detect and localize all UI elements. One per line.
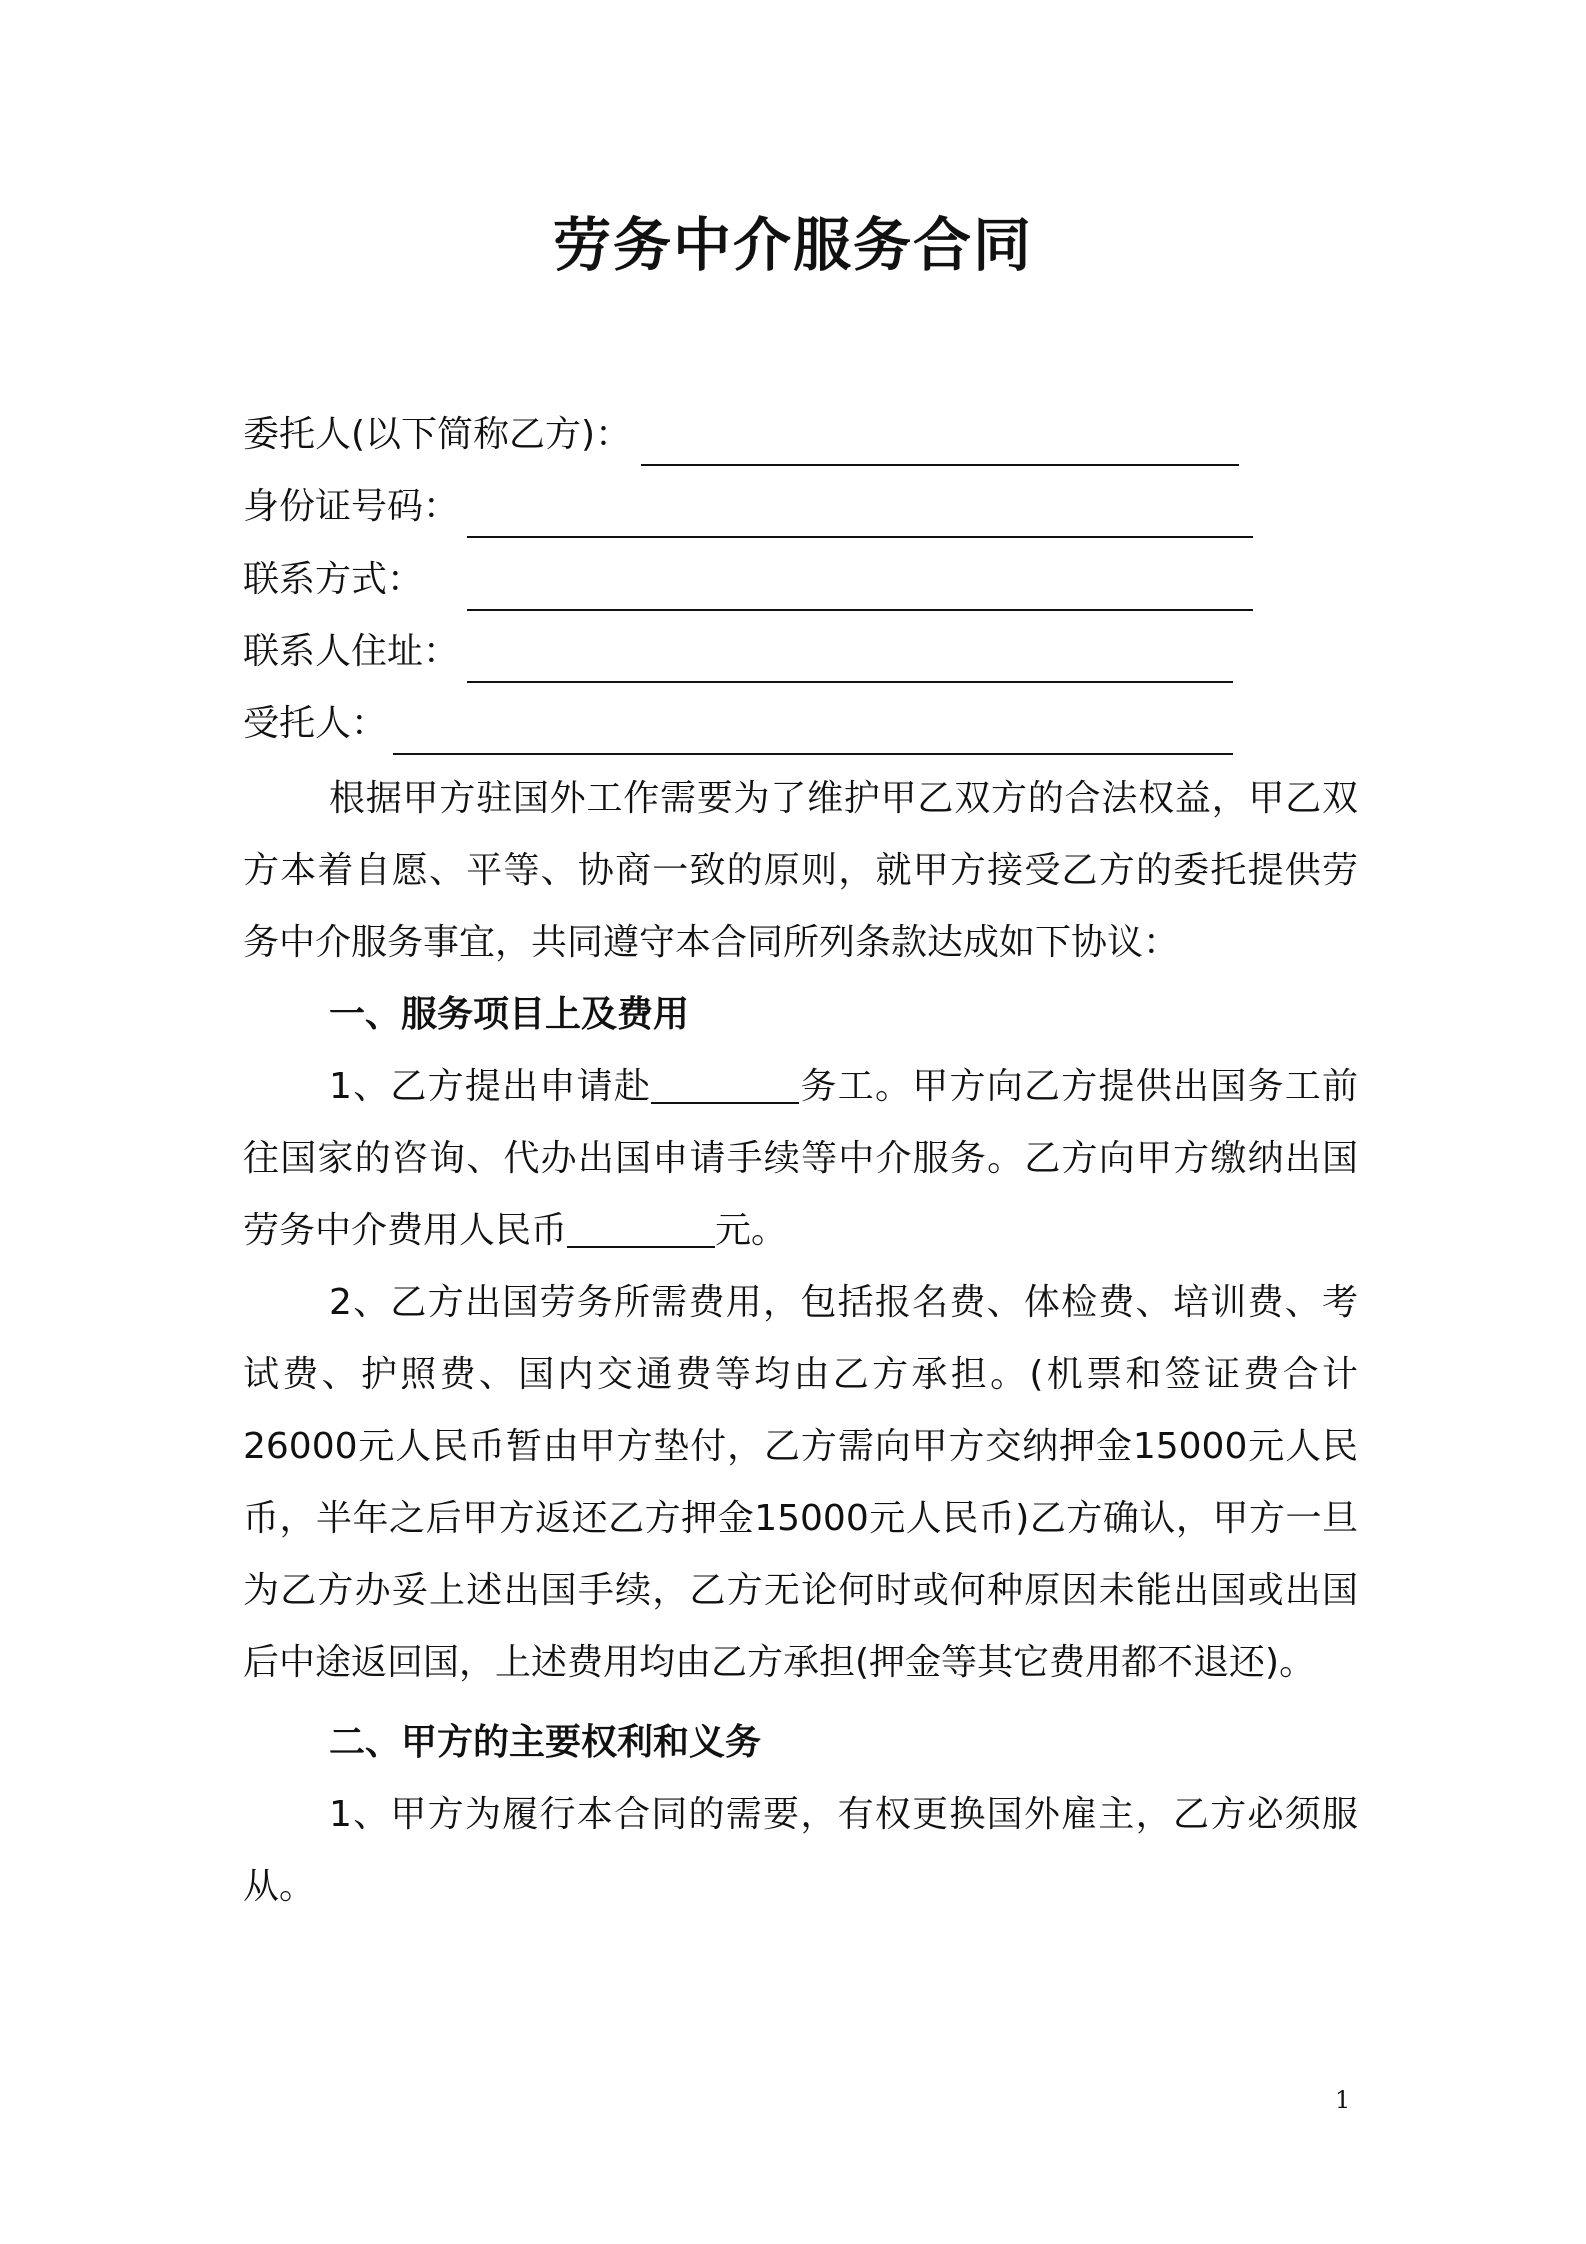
agent-blank[interactable] (393, 753, 1233, 755)
contact-field (243, 555, 1253, 605)
intro-paragraph: 根据甲方驻国外工作需要为了维护甲乙双方的合法权益，甲乙双方本着自愿、平等、协商一致的原则，就甲方接受乙方的委托提供劳务中介服务事宜，共同遵守本合同所列条款达成如下协议： (243, 778, 1358, 963)
fee-amount-blank[interactable] (567, 1206, 715, 1248)
agent-field (243, 699, 1243, 749)
client-blank[interactable] (641, 464, 1239, 466)
address-label: 联系人住址： (243, 631, 460, 672)
page-number: 1 (1335, 2086, 1351, 2114)
address-field (243, 627, 1243, 677)
contact-blank[interactable] (467, 609, 1253, 611)
section2-heading: 二、甲方的主要权利和义务 (329, 1722, 762, 1763)
agent-label: 受托人： (243, 703, 388, 744)
id-number-field (243, 482, 1253, 532)
contract-body (243, 763, 1358, 1923)
section1-clause1 (243, 1051, 1358, 1267)
id-number-blank[interactable] (467, 536, 1253, 538)
section1-clause2: 2、乙方出国劳务所需费用，包括报名费、体检费、培训费、考试费、护照费、国内交通费等均由乙方承担。(机票和签证费合计26000元人民币暂由甲方垫付，乙方需向甲方交纳押金15000元人民币，半年之后甲方返还乙方押金15000元人民币)乙方确认，甲方一旦为乙方办妥上述出国手续，乙方无论何时或何种原因未能出国或出国后中途返回国，上述费用均由乙方承担(押金等其它费用都不退还)。 (243, 1282, 1358, 1683)
section2-clause1: 1、甲方为履行本合同的需要，有权更换国外雇主，乙方必须服从。 (243, 1794, 1358, 1907)
clause1-text-part3: 元。 (715, 1210, 788, 1251)
page-title: 劳务中介服务合同 (552, 211, 1033, 279)
address-blank[interactable] (467, 681, 1233, 683)
clause1-text-part1: 1、乙方提出申请赴 (329, 1066, 652, 1107)
client-label: 委托人(以下简称乙方)： (243, 414, 632, 455)
id-number-label: 身份证号码： (243, 486, 460, 527)
clause1-text-part2: 务工。甲方向乙方提供出国务工前往国家的咨询、代办出国申请手续等中介服务。乙方向甲方缴纳出国劳务中介费用人民币 (243, 1066, 1358, 1251)
contact-label: 联系方式： (243, 559, 424, 600)
client-field (243, 410, 1243, 460)
destination-blank[interactable] (651, 1062, 799, 1104)
section1-heading: 一、服务项目上及费用 (329, 994, 690, 1035)
